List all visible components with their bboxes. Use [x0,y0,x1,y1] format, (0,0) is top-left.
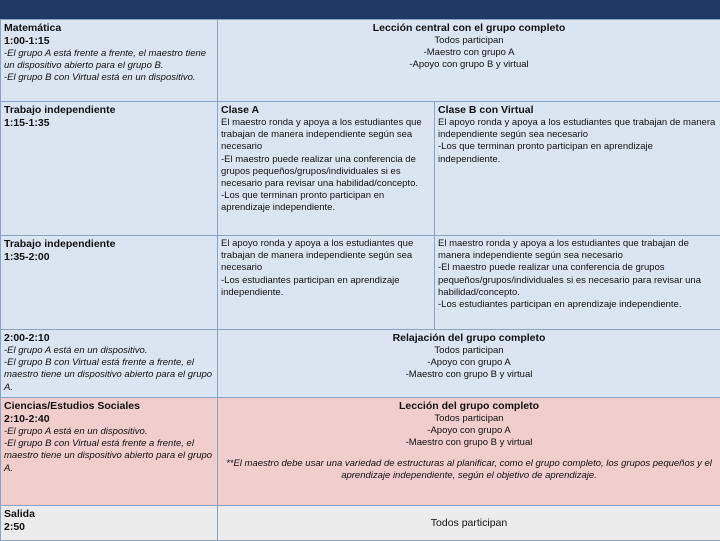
science-time: 2:10-2:40 [4,413,214,426]
indep2-left-cell [1,236,218,330]
math-right-cell [218,20,720,102]
break-text: Todos participan -Apoyo con grupo A -Maestro con grupo B y virtual [221,345,717,382]
planning-note: **El maestro debe usar una variedad de estructuras al planificar, como el grupo completo, los grupos pequeños y el aprendizaje independiente, según el objetivo de aprendizaje. [221,458,717,482]
indep2-title: Trabajo independiente [4,238,214,251]
indep1-class-b-text: El apoyo ronda y apoya a los estudiantes que trabajan de manera independiente según sea necesario -Los que terminan pronto participan en aprendizaje independiente. [438,117,717,166]
break-right-cell [218,330,720,398]
indep2-class-b-text: El maestro ronda y apoya a los estudiantes que trabajan de manera independiente según sea necesario -El maestro puede realizar una conferencia de grupos pequeños/grupos/individuales si es necesario para revisar una habilidad/concepto. -Los estudiantes participan en aprendizaje independiente. [438,238,717,311]
indep1-class-b-cell [435,102,720,236]
dismissal-right-cell [218,506,720,541]
row-science [1,398,720,506]
break-left-cell [1,330,218,398]
indep2-time: 1:35-2:00 [4,251,214,264]
row-independent-2 [1,236,720,330]
break-desc: -El grupo A está en un dispositivo. -El grupo B con Virtual está frente a frente, el maestro tiene un dispositivo abierto para el grupo A. [4,345,214,394]
class-b-title: Clase B con Virtual [438,104,717,117]
indep1-title: Trabajo independiente [4,104,214,117]
dismissal-title: Salida [4,508,214,521]
math-title: Matemática [4,22,214,35]
math-left-cell [1,20,218,102]
row-math [1,20,720,102]
schedule-table [0,19,720,541]
break-title: Relajación del grupo completo [221,332,717,345]
science-left-cell [1,398,218,506]
row-break [1,330,720,398]
row-independent-1 [1,102,720,236]
dismissal-time: 2:50 [4,521,214,534]
indep2-class-b-cell [435,236,720,330]
science-right-cell [218,398,720,506]
class-a-title: Clase A [221,104,431,117]
math-desc: -El grupo A está frente a frente, el maestro tiene un dispositivo abierto para el grupo B. -El grupo B con Virtual está en un dispositivo. [4,48,214,85]
indep1-time: 1:15-1:35 [4,117,214,130]
indep2-class-a-cell [218,236,435,330]
indep1-class-a-text: El maestro ronda y apoya a los estudiantes que trabajan de manera independiente según sea necesario -El maestro puede realizar una conferencia de grupos pequeños/grupos/individuales si es necesario para revisar una habilidad/concepto. -Los que terminan pronto participan en aprendizaje independiente. [221,117,431,215]
break-time: 2:00-2:10 [4,332,214,345]
science-lesson-title: Lección del grupo completo [221,400,717,413]
math-lesson-text: Todos participan -Maestro con grupo A -Apoyo con grupo B y virtual [221,35,717,72]
indep1-left-cell [1,102,218,236]
dismissal-left-cell [1,506,218,541]
header-bar [0,0,720,19]
science-lesson-text: Todos participan -Apoyo con grupo A -Maestro con grupo B y virtual [221,413,717,450]
science-title: Ciencias/Estudios Sociales [4,400,214,413]
math-lesson-title: Lección central con el grupo completo [221,22,717,35]
dismissal-text: Todos participan [221,517,717,529]
row-dismissal [1,506,720,541]
science-desc: -El grupo A está en un dispositivo. -El grupo B con Virtual está frente a frente, el maestro tiene un dispositivo abierto para el grupo A. [4,426,214,475]
indep2-class-a-text: El apoyo ronda y apoya a los estudiantes que trabajan de manera independiente según sea necesario -Los estudiantes participan en aprendizaje independiente. [221,238,431,299]
math-time: 1:00-1:15 [4,35,214,48]
indep1-class-a-cell [218,102,435,236]
